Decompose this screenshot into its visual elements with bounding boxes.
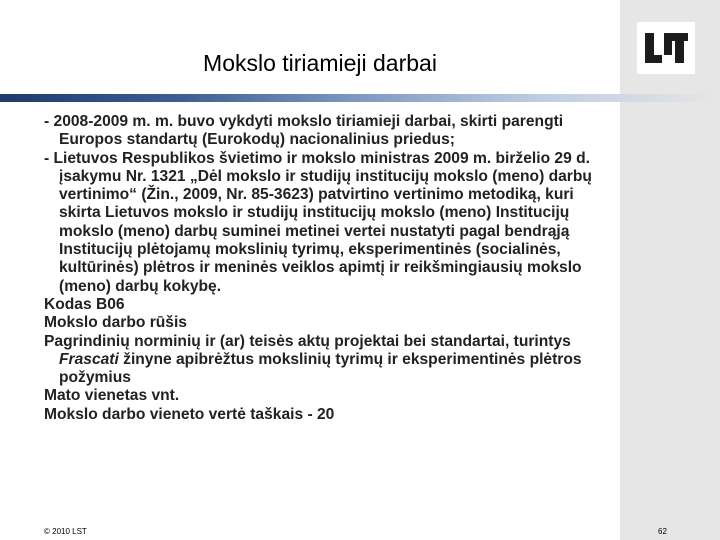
value-line: Mokslo darbo vieneto vertė taškais - 20 xyxy=(44,405,335,423)
title-rule xyxy=(0,94,720,102)
footer-copyright: © 2010 LST xyxy=(44,527,87,536)
unit-line: Mato vienetas vnt. xyxy=(44,387,180,405)
bullet-item: - 2008-2009 m. m. buvo vykdyti mokslo tiriamieji darbai, skirti parengti Europos standartų (Eurokodų) nacionalinius priedus; xyxy=(44,113,564,149)
lst-logo-icon xyxy=(637,22,695,74)
basis-text-end: žinyne apibrėžtus mokslinių tyrimų ir eksperimentinės plėtros požymius xyxy=(59,350,582,387)
basis-italic: Frascati xyxy=(59,350,119,368)
basis-text: Pagrindinių norminių ir (ar) teisės aktų projektai bei standartai, turintys xyxy=(44,332,571,350)
type-line: Mokslo darbo rūšis xyxy=(44,314,187,332)
basis-line xyxy=(44,333,604,388)
page-number: 62 xyxy=(658,527,667,536)
logo-panel xyxy=(620,0,720,540)
bullet-item: - Lietuvos Respublikos švietimo ir mokslo ministras 2009 m. birželio 29 d. įsakymu Nr. 1321 „Dėl mokslo ir studijų institucijų mokslo (meno) darbų vertinimo“ (Žin., 2009, Nr. 85-3623) patvirtino vertinimo metodiką, kuri skirta Lietuvos mokslo ir studijų institucijų mokslo (meno) Institucijų mokslo (meno) darbų suminei metinei vertei nustatyti pagal bendrąją Institucijų plėtojamų mokslinių tyrimų, eksperimentinės (socialinės, kultūrinės) plėtros ir meninės veiklos apimtį ir reikšmingiausių mokslo (meno) darbų kokybę. xyxy=(44,149,592,295)
code-line: Kodas B06 xyxy=(44,295,125,313)
slide-title: Mokslo tiriamieji darbai xyxy=(203,50,437,76)
slide-body xyxy=(44,113,604,424)
